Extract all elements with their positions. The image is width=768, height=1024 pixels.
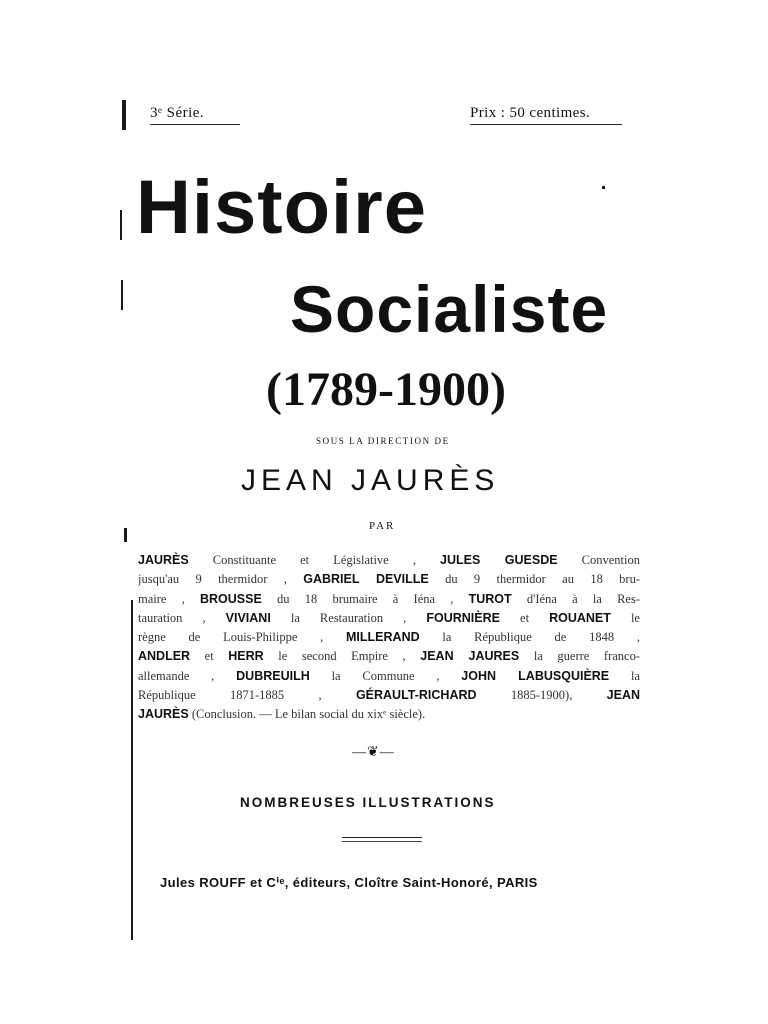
publisher-imprint: Jules ROUFF et Cⁱᵉ, éditeurs, Cloître Saint-Honoré, PARIS xyxy=(160,875,538,890)
period-text: la xyxy=(609,668,640,683)
author-name: HERR xyxy=(228,649,264,664)
scan-edge-mark xyxy=(602,186,605,189)
period-text: d'Iéna à la Res- xyxy=(511,591,640,606)
period-text: du 18 brumaire à Iéna , xyxy=(261,591,469,606)
contributors-line xyxy=(138,590,640,609)
divider-rule xyxy=(342,841,422,842)
par-label: PAR xyxy=(369,520,396,532)
period-text: République 1871-1885 , xyxy=(138,688,356,703)
author-name: TUROT xyxy=(468,591,512,606)
scan-edge-mark xyxy=(121,280,123,310)
contributors-line xyxy=(138,570,640,589)
author-name: GABRIEL DEVILLE xyxy=(303,572,429,587)
contributors-line xyxy=(138,667,640,686)
period-text: jusqu'au 9 thermidor , xyxy=(138,572,304,587)
author-name: MILLERAND xyxy=(346,630,420,645)
scan-edge-mark xyxy=(124,528,127,542)
period-text: tauration , xyxy=(138,610,226,625)
period-text: et xyxy=(499,610,550,625)
period-text: la Commune , xyxy=(309,668,462,683)
author-name: JEAN xyxy=(606,688,640,703)
contributors-line xyxy=(138,647,640,666)
contributors-line xyxy=(138,705,640,724)
author-name: VIVIANI xyxy=(225,610,271,625)
editor-name: JEAN JAURÈS xyxy=(241,464,500,497)
author-name: ANDLER xyxy=(138,649,191,664)
period-text: la guerre franco- xyxy=(519,649,640,664)
period-text: Constituante et Législative , xyxy=(188,553,441,567)
author-name: FOURNIÈRE xyxy=(426,610,500,625)
period-text: 1885-1900), xyxy=(476,688,607,703)
title-line-1: Histoire xyxy=(136,165,427,250)
price-label: Prix : 50 centimes. xyxy=(470,105,622,125)
contributors-line xyxy=(138,609,640,628)
period-text: Convention xyxy=(557,553,640,567)
author-name: JOHN LABUSQUIÈRE xyxy=(461,668,610,683)
divider-rule xyxy=(342,837,422,838)
contributors-line xyxy=(138,551,640,570)
author-name: DUBREUILH xyxy=(236,668,310,683)
period-text: (Conclusion. — Le bilan social du xixᵉ siècle). xyxy=(188,707,426,722)
title-line-2: Socialiste xyxy=(290,272,609,346)
direction-label: SOUS LA DIRECTION DE xyxy=(316,436,450,446)
series-number: 3ᵉ Série. xyxy=(150,105,240,125)
scan-edge-mark xyxy=(122,100,126,130)
illustrations-note: NOMBREUSES ILLUSTRATIONS xyxy=(240,795,496,810)
period-text: maire , xyxy=(138,591,200,606)
scan-edge-mark xyxy=(120,210,122,240)
period-text: du 9 thermidor au 18 bru- xyxy=(428,572,640,587)
period-text: règne de Louis-Philippe , xyxy=(138,630,347,645)
author-name: BROUSSE xyxy=(200,591,262,606)
author-name: JAURÈS xyxy=(138,707,189,722)
period-text: allemande , xyxy=(138,668,237,683)
scan-edge-mark xyxy=(131,600,133,940)
author-name: JAURÈS xyxy=(138,553,189,567)
author-name: JEAN JAURES xyxy=(420,649,520,664)
author-name: GÉRAULT-RICHARD xyxy=(355,688,477,703)
contributors-line xyxy=(138,628,640,647)
ornament-divider: —❦— xyxy=(352,745,395,760)
contributors-paragraph xyxy=(138,551,640,725)
period-text: le second Empire , xyxy=(263,649,421,664)
author-name: JULES GUESDE xyxy=(440,553,558,567)
period-text: et xyxy=(190,649,229,664)
period-text: la République de 1848 , xyxy=(419,630,640,645)
period-text: la Restauration , xyxy=(270,610,427,625)
contributors-line xyxy=(138,686,640,705)
title-dates: (1789-1900) xyxy=(266,363,506,416)
author-name: ROUANET xyxy=(549,610,611,625)
period-text: le xyxy=(610,610,640,625)
